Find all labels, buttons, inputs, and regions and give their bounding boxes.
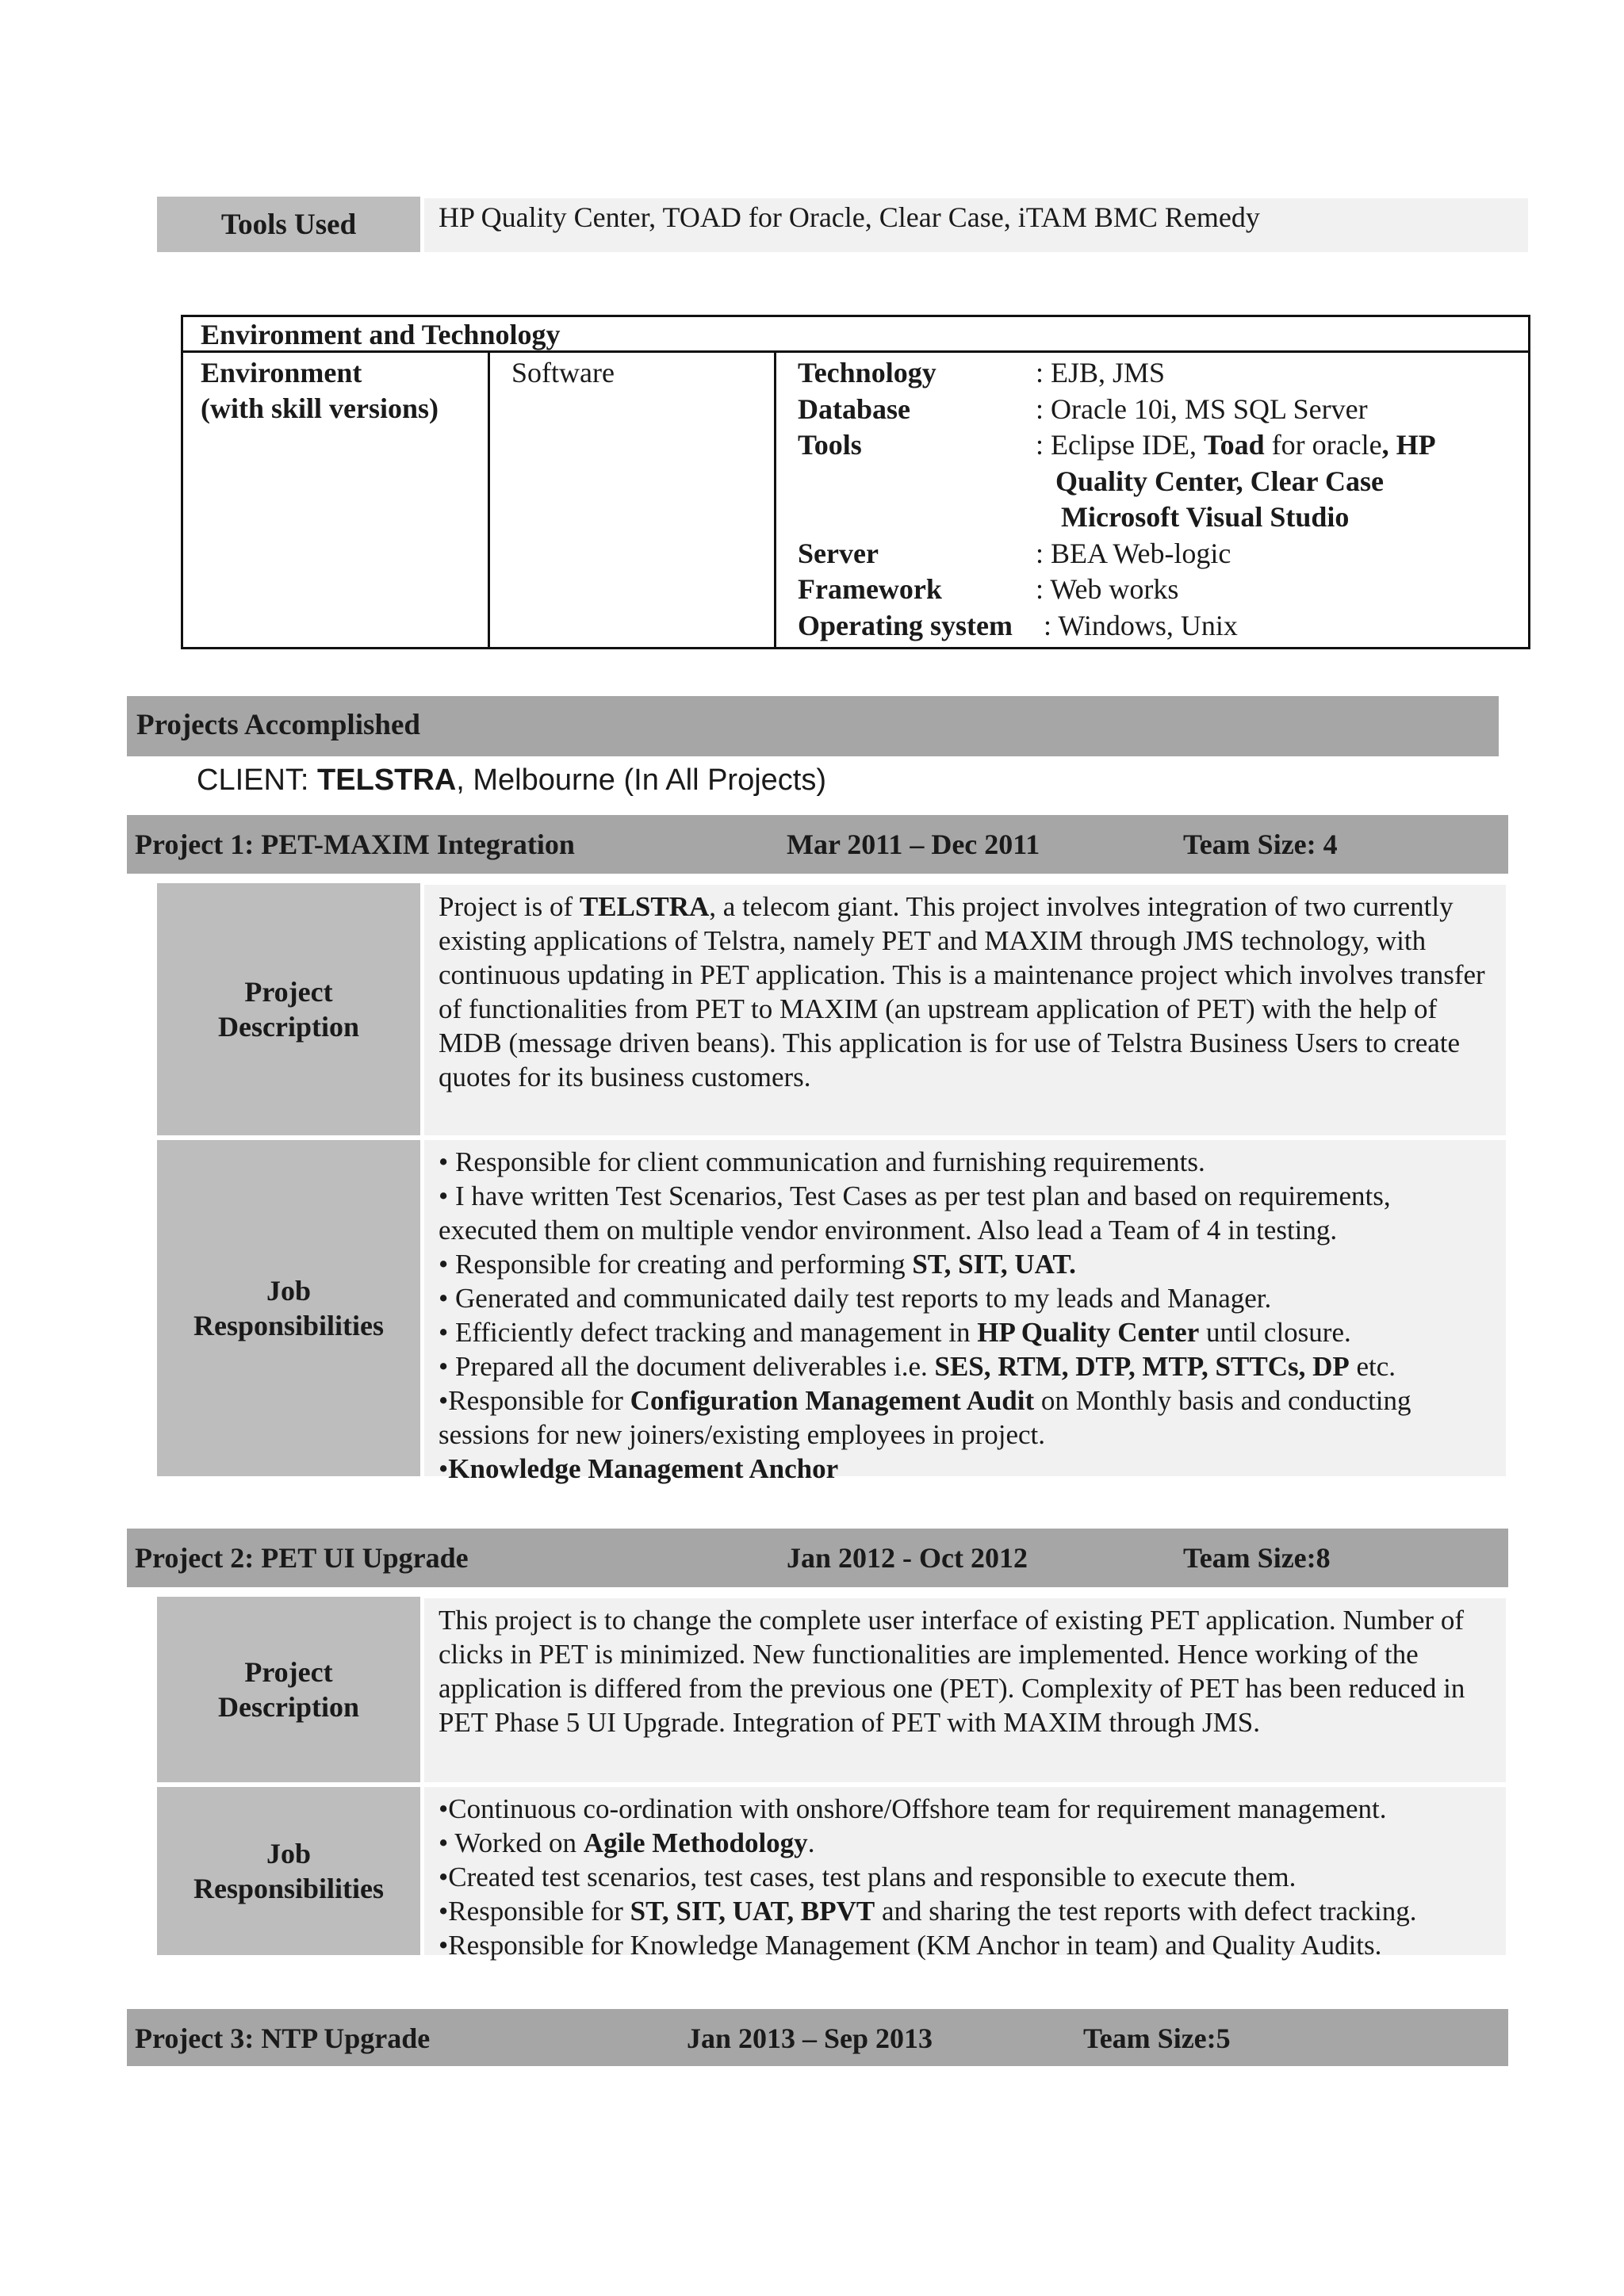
table-divider	[774, 353, 776, 647]
project-1-team-size: Team Size: 4	[1183, 828, 1338, 860]
project-2-bar	[127, 1529, 1508, 1587]
tech-row: Quality Center, Clear Case	[1055, 465, 1384, 497]
list-item: • I have written Test Scenarios, Test Cases as per test plan and based on requirements, executed them on multiple vendor environment. Also lead a Team of 4 in testing.	[439, 1181, 1391, 1246]
tools-used-value: HP Quality Center, TOAD for Oracle, Clear Case, iTAM BMC Remedy	[424, 198, 1528, 252]
project-1-title: Project 1: PET-MAXIM Integration	[135, 828, 575, 860]
project-3-dates: Jan 2013 – Sep 2013	[687, 2022, 933, 2054]
list-item: •Responsible for Knowledge Management (KM Anchor in team) and Quality Audits.	[439, 1930, 1382, 1961]
technology-list	[798, 355, 1436, 644]
tech-row: Framework : Web works	[798, 573, 1179, 605]
project-3-bar	[127, 2009, 1508, 2066]
project-2-title: Project 2: PET UI Upgrade	[135, 1542, 469, 1574]
project-1-description: Project is of TELSTRA, a telecom giant. This project involves integration of two currently existing applications of Telstra, namely PET and MAXIM through JMS technology, with continuous updating in PET application. This is a maintenance project which involves transfer of functionalities from PET to MAXIM (an upstream application of PET) with the help of MDB (message driven beans). This application is for use of Telstra Business Users to create quotes for its business customers.	[424, 885, 1506, 1135]
environment-label: Environment (with skill versions)	[201, 357, 439, 424]
project-2-team-size: Team Size:8	[1183, 1542, 1331, 1574]
list-item: •Created test scenarios, test cases, test plans and responsible to execute them.	[439, 1862, 1297, 1892]
tech-row: Operating system : Windows, Unix	[798, 609, 1238, 641]
list-item: • Worked on Agile Methodology.	[439, 1827, 815, 1858]
tech-row: Technology : EJB, JMS	[798, 357, 1166, 388]
tech-row: Database : Oracle 10i, MS SQL Server	[798, 392, 1368, 425]
project-2-description: This project is to change the complete user interface of existing PET application. Number of clicks in PET is minimized. New functionalities are implemented. Hence working of the application is differed from the previous one (PET). Complexity of PET has been reduced in PET Phase 5 UI Upgrade. Integration of PET with MAXIM through JMS.	[424, 1598, 1506, 1782]
environment-table-header: Environment and Technology	[183, 317, 1528, 353]
project-2-responsibilities-label: Job Responsibilities	[157, 1787, 420, 1955]
list-item: • Generated and communicated daily test reports to my leads and Manager.	[439, 1283, 1272, 1314]
client-line: CLIENT: TELSTRA, Melbourne (In All Projects)	[197, 763, 827, 797]
project-1-responsibilities	[424, 1140, 1506, 1484]
tech-row: Tools : Eclipse IDE, Toad for oracle, HP	[798, 429, 1436, 461]
project-3-title: Project 3: NTP Upgrade	[135, 2022, 431, 2054]
project-1-dates: Mar 2011 – Dec 2011	[787, 828, 1040, 860]
list-item: • Responsible for creating and performing ST, SIT, UAT.	[439, 1249, 1076, 1280]
list-item: •Continuous co-ordination with onshore/Offshore team for requirement management.	[439, 1793, 1387, 1824]
project-3-team-size: Team Size:5	[1083, 2022, 1231, 2054]
tech-row: Microsoft Visual Studio	[1061, 501, 1350, 533]
list-item: • Responsible for client communication and furnishing requirements.	[439, 1146, 1205, 1177]
tech-row: Server : BEA Web-logic	[798, 537, 1231, 569]
tools-used-label: Tools Used	[157, 197, 420, 252]
table-divider	[488, 353, 490, 647]
projects-heading: Projects Accomplished	[127, 696, 1499, 756]
list-item: • Prepared all the document deliverables i.e. SES, RTM, DTP, MTP, STTCs, DP etc.	[439, 1351, 1396, 1382]
environment-type: Software	[511, 357, 615, 388]
project-1-bar	[127, 815, 1508, 874]
list-item: •Knowledge Management Anchor	[439, 1453, 839, 1484]
list-item: •Responsible for Configuration Management Audit on Monthly basis and conducting sessions for new joiners/existing employees in project.	[439, 1385, 1411, 1450]
project-1-responsibilities-label: Job Responsibilities	[157, 1140, 420, 1476]
list-item: •Responsible for ST, SIT, UAT, BPVT and sharing the test reports with defect tracking.	[439, 1896, 1417, 1927]
project-1-description-label: Project Description	[157, 883, 420, 1135]
list-item: • Efficiently defect tracking and management in HP Quality Center until closure.	[439, 1317, 1351, 1348]
project-2-description-label: Project Description	[157, 1597, 420, 1782]
project-2-responsibilities	[424, 1787, 1506, 1961]
environment-table	[181, 315, 1530, 649]
project-2-dates: Jan 2012 - Oct 2012	[787, 1542, 1028, 1574]
